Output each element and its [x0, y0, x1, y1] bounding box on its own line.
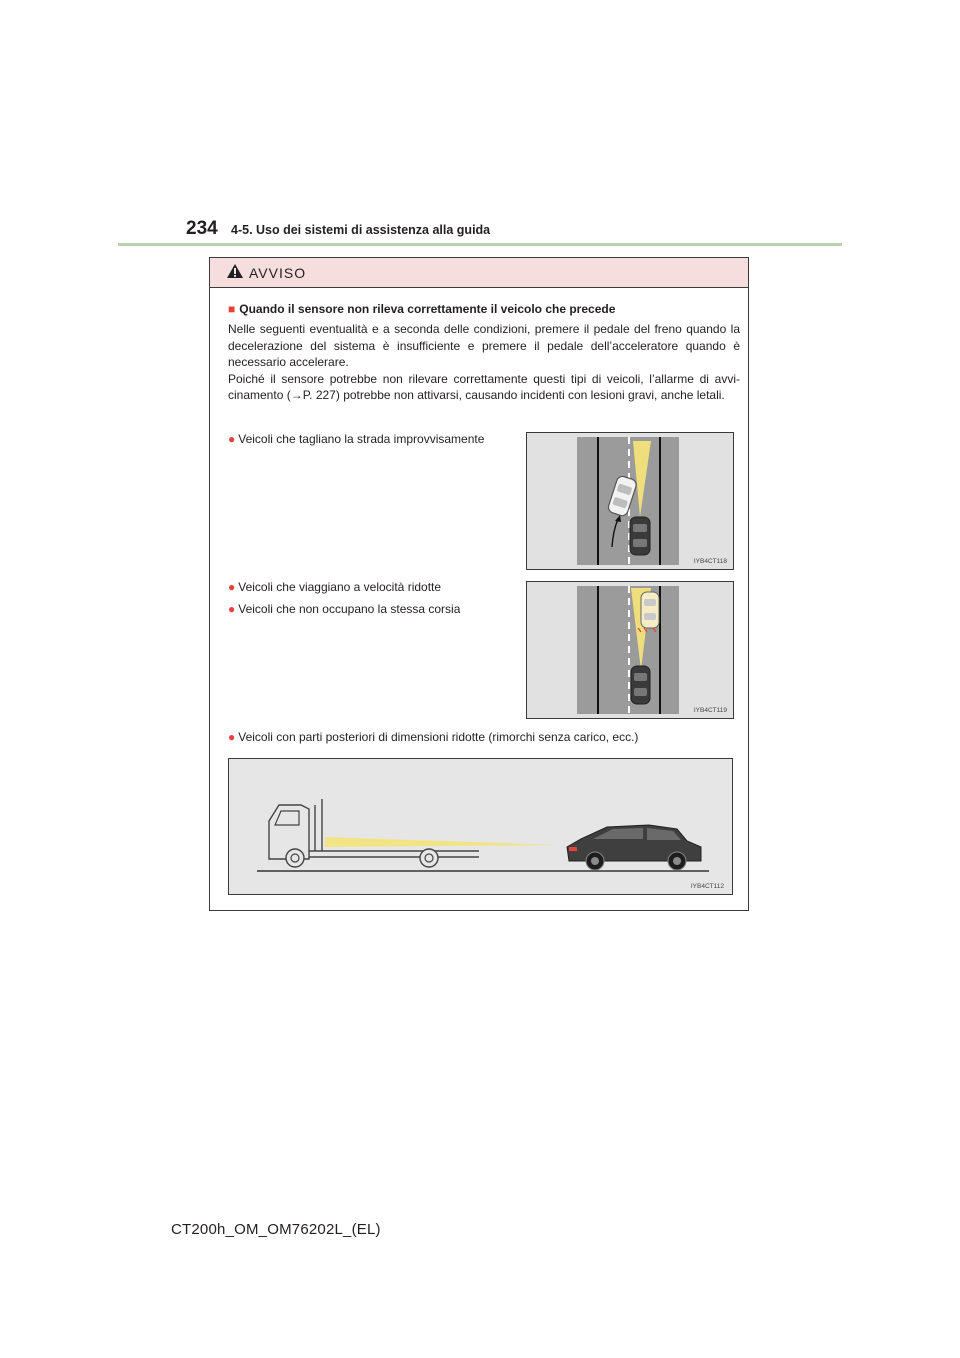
- warning-paragraph-2: [228, 371, 740, 404]
- cut-in-illustration: [527, 433, 733, 569]
- bullet-cut-in: [228, 432, 484, 446]
- warning-subheading: [228, 302, 615, 316]
- bullet-text: Veicoli che tagliano la strada improvvisamente: [238, 432, 485, 446]
- bullet-text: Veicoli con parti posteriori di dimensioni ridotte (rimorchi senza carico, ecc.): [238, 730, 639, 744]
- section-title: 4-5. Uso dei sistemi di assistenza alla guida: [231, 223, 491, 237]
- figure-cut-in: [526, 432, 734, 570]
- figure-slow-vehicle: [526, 581, 734, 719]
- warning-label: AVVISO: [249, 265, 307, 281]
- warning-triangle-icon: [226, 263, 244, 284]
- square-bullet-icon: ■: [228, 302, 236, 316]
- reference-arrow-icon: →: [290, 388, 303, 402]
- bullet-text: Veicoli che viaggiano a velocità ridotte: [238, 580, 442, 594]
- warning-body: [228, 321, 740, 404]
- paragraph-2-end: ) potrebbe non attivarsi, causando incidenti con lesioni gravi, anche letali.: [335, 388, 725, 402]
- paragraph-2-start: Poiché il sensore potrebbe non rilevare correttamente questi tipi di veicoli, l’allarme di avvicinamento (: [228, 371, 740, 402]
- bullet-dot-icon: ●: [228, 730, 236, 744]
- document-code: CT200h_OM_OM76202L_(EL): [171, 1221, 381, 1238]
- warning-box: [209, 257, 749, 911]
- header-rule: [118, 243, 842, 246]
- truck-illustration: [229, 759, 732, 894]
- warning-header: [210, 258, 748, 288]
- bullet-slow-vehicles: [228, 580, 441, 594]
- figure-small-rear: [228, 758, 733, 895]
- bullet-dot-icon: ●: [228, 580, 236, 594]
- figure-code: IYB4CT119: [693, 707, 727, 714]
- page-reference: P. 227: [302, 388, 336, 402]
- page-number: 234: [186, 218, 218, 239]
- figure-code: IYB4CT112: [690, 883, 724, 890]
- subheading-text: Quando il sensore non rileva correttamente il veicolo che precede: [239, 302, 616, 316]
- bullet-other-lane: [228, 602, 460, 616]
- bullet-dot-icon: ●: [228, 432, 236, 446]
- warning-paragraph-1: Nelle seguenti eventualità e a seconda delle condizioni, premere il pedale del freno quando la decelerazione del sistema è insufficiente e premere il pedale dell’acceleratore quando è necessario accelerare.: [228, 322, 740, 369]
- figure-code: IYB4CT118: [693, 558, 727, 565]
- slow-vehicle-illustration: [527, 582, 733, 718]
- bullet-dot-icon: ●: [228, 602, 236, 616]
- bullet-text: Veicoli che non occupano la stessa corsia: [238, 602, 461, 616]
- bullet-small-rear: [228, 730, 638, 744]
